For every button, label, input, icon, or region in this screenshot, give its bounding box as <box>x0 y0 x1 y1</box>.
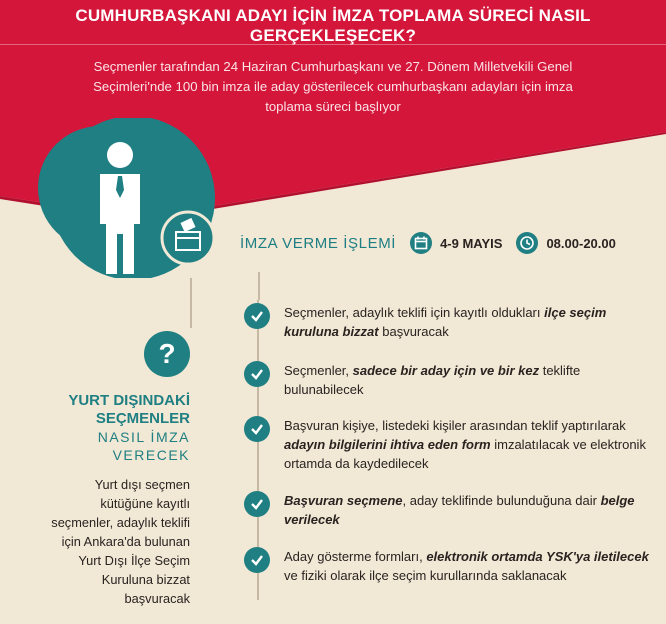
step-text: Seçmenler, sadece bir aday için ve bir kez teklifte bulunabilecek <box>284 363 581 397</box>
page-subtitle: Seçmenler tarafından 24 Haziran Cumhurbaşkanı ve 27. Dönem Milletvekili Genel Seçimleri'nde 100 bin imza ile aday gösterilecek cumhurbaşkanı adayları için imza toplama süreci başlıyor <box>93 59 573 114</box>
check-icon <box>244 547 270 573</box>
check-icon <box>244 361 270 387</box>
hours-text: 08.00-20.00 <box>546 235 616 251</box>
schedule-dates <box>410 232 502 254</box>
abroad-heading <box>60 392 190 464</box>
schedule-label: İMZA VERME İŞLEMİ <box>240 234 397 252</box>
abroad-heading-line-3: NASIL İMZA <box>97 429 190 445</box>
schedule-row <box>240 232 630 254</box>
question-icon: ? <box>144 331 190 377</box>
abroad-body: Yurt dışı seçmen kütüğüne kayıtlı seçmenler, adaylık teklifi için Ankara'da bulunan Yurt Dışı İlçe Seçim Kuruluna bizzat başvuracak <box>51 477 190 606</box>
abroad-heading-line-1: YURT DIŞINDAKİ <box>68 392 190 409</box>
dates-text: 4-9 MAYIS <box>440 235 503 251</box>
abroad-connector <box>190 278 192 328</box>
check-icon <box>244 303 270 329</box>
clock-icon <box>516 232 538 254</box>
check-icon <box>244 491 270 517</box>
check-icon <box>244 416 270 442</box>
schedule-hours <box>516 232 615 254</box>
voters-illustration <box>38 118 238 278</box>
abroad-heading-line-4: VERECEK <box>112 447 190 463</box>
step-1 <box>244 303 654 341</box>
step-text: Aday gösterme formları, elektronik ortamda YSK'ya iletilecek ve fiziki olarak ilçe seçim kurullarında saklanacak <box>284 549 649 583</box>
step-text: Başvuran seçmene, aday teklifinde bulunduğuna dair belge verilecek <box>284 493 635 527</box>
step-text: Seçmenler, adaylık teklifi için kayıtlı oldukları ilçe seçim kuruluna bizzat başvuracak <box>284 305 607 339</box>
step-text: Başvuran kişiye, listedeki kişiler arasından teklif yaptırılarak adayın bilgilerini ihtiva eden form imzalatılacak ve elektronik ortamda da kaydedilecek <box>284 418 646 471</box>
step-5 <box>244 547 654 585</box>
step-3 <box>244 416 654 473</box>
step-2 <box>244 361 654 399</box>
timeline-connector <box>258 272 260 300</box>
page-title: CUMHURBAŞKANI ADAYI İÇİN İMZA TOPLAMA SÜRECİ NASIL GERÇEKLEŞECEK? <box>75 6 591 45</box>
step-4 <box>244 491 654 529</box>
title-divider <box>0 44 666 45</box>
calendar-icon <box>410 232 432 254</box>
abroad-heading-line-2: SEÇMENLER <box>95 410 190 427</box>
